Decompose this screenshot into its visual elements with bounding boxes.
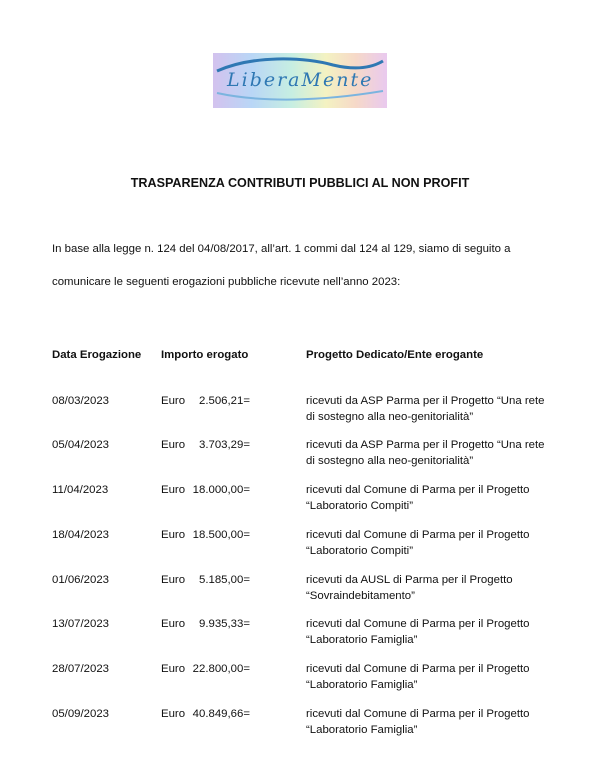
table-row: [0, 663, 600, 703]
table-row: [0, 395, 600, 435]
row-project: [306, 616, 546, 648]
row-project-line-1: ricevuti dal Comune di Parma per il Progetto: [306, 529, 530, 541]
table-row: [0, 708, 600, 748]
table-row: [0, 529, 600, 569]
row-amount: 22.800,00=: [192, 663, 250, 675]
table-row: [0, 439, 600, 479]
row-project-line-1: ricevuti da AUSL di Parma per il Progetto: [306, 574, 513, 586]
row-date: 28/07/2023: [52, 663, 110, 675]
document-title: TRASPARENZA CONTRIBUTI PUBBLICI AL NON PROFIT: [130, 176, 470, 190]
intro-line-2: comunicare le seguenti erogazioni pubbliche ricevute nell’anno 2023:: [52, 276, 401, 288]
row-currency: Euro: [161, 439, 186, 451]
row-project-line-2: “Sovraindebitamento”: [306, 590, 415, 602]
row-project: [306, 482, 546, 514]
table-row: [0, 618, 600, 658]
row-project-line-1: ricevuti dal Comune di Parma per il Progetto: [306, 484, 530, 496]
row-project-line-1: ricevuti da ASP Parma per il Progetto “Una rete: [306, 439, 545, 451]
row-project-line-2: “Laboratorio Famiglia”: [306, 679, 418, 691]
row-project: [306, 393, 546, 425]
logo: [213, 53, 387, 108]
row-date: 01/06/2023: [52, 574, 110, 586]
row-project: [306, 437, 546, 469]
row-project: [306, 527, 546, 559]
row-project-line-2: di sostegno alla neo-genitorialità”: [306, 411, 474, 423]
row-amount: 2.506,21=: [199, 395, 250, 407]
table-row: [0, 574, 600, 614]
row-date: 05/09/2023: [52, 708, 110, 720]
row-currency: Euro: [161, 708, 186, 720]
row-amount: 18.000,00=: [192, 484, 250, 496]
row-amount: 3.703,29=: [199, 439, 250, 451]
row-date: 11/04/2023: [52, 484, 109, 496]
row-currency: Euro: [161, 484, 186, 496]
row-date: 13/07/2023: [52, 618, 110, 630]
row-amount: 40.849,66=: [192, 708, 250, 720]
row-amount: 18.500,00=: [192, 529, 250, 541]
row-project-line-2: “Laboratorio Famiglia”: [306, 724, 418, 736]
row-currency: Euro: [161, 574, 186, 586]
intro-line-1: In base alla legge n. 124 del 04/08/2017, all’art. 1 commi dal 124 al 129, siamo di seguito a: [52, 243, 511, 255]
row-currency: Euro: [161, 618, 186, 630]
row-date: 18/04/2023: [52, 529, 110, 541]
header-date: Data Erogazione: [52, 349, 142, 361]
row-project: [306, 572, 546, 604]
row-project: [306, 706, 546, 738]
row-currency: Euro: [161, 395, 186, 407]
row-project-line-1: ricevuti dal Comune di Parma per il Progetto: [306, 663, 530, 675]
row-project: [306, 661, 546, 693]
row-project-line-2: “Laboratorio Famiglia”: [306, 634, 418, 646]
row-project-line-2: “Laboratorio Compiti”: [306, 545, 413, 557]
header-amount: Importo erogato: [161, 349, 249, 361]
header-project: Progetto Dedicato/Ente erogante: [306, 349, 484, 361]
row-project-line-2: di sostegno alla neo-genitorialità”: [306, 455, 474, 467]
row-amount: 9.935,33=: [199, 618, 250, 630]
logo-text: LiberaMente: [227, 69, 374, 91]
row-project-line-1: ricevuti dal Comune di Parma per il Progetto: [306, 618, 530, 630]
row-project-line-2: “Laboratorio Compiti”: [306, 500, 413, 512]
row-project-line-1: ricevuti dal Comune di Parma per il Progetto: [306, 708, 530, 720]
table-row: [0, 484, 600, 524]
row-date: 05/04/2023: [52, 439, 110, 451]
row-currency: Euro: [161, 663, 186, 675]
row-project-line-1: ricevuti da ASP Parma per il Progetto “Una rete: [306, 395, 545, 407]
row-amount: 5.185,00=: [199, 574, 250, 586]
row-date: 08/03/2023: [52, 395, 110, 407]
row-currency: Euro: [161, 529, 186, 541]
